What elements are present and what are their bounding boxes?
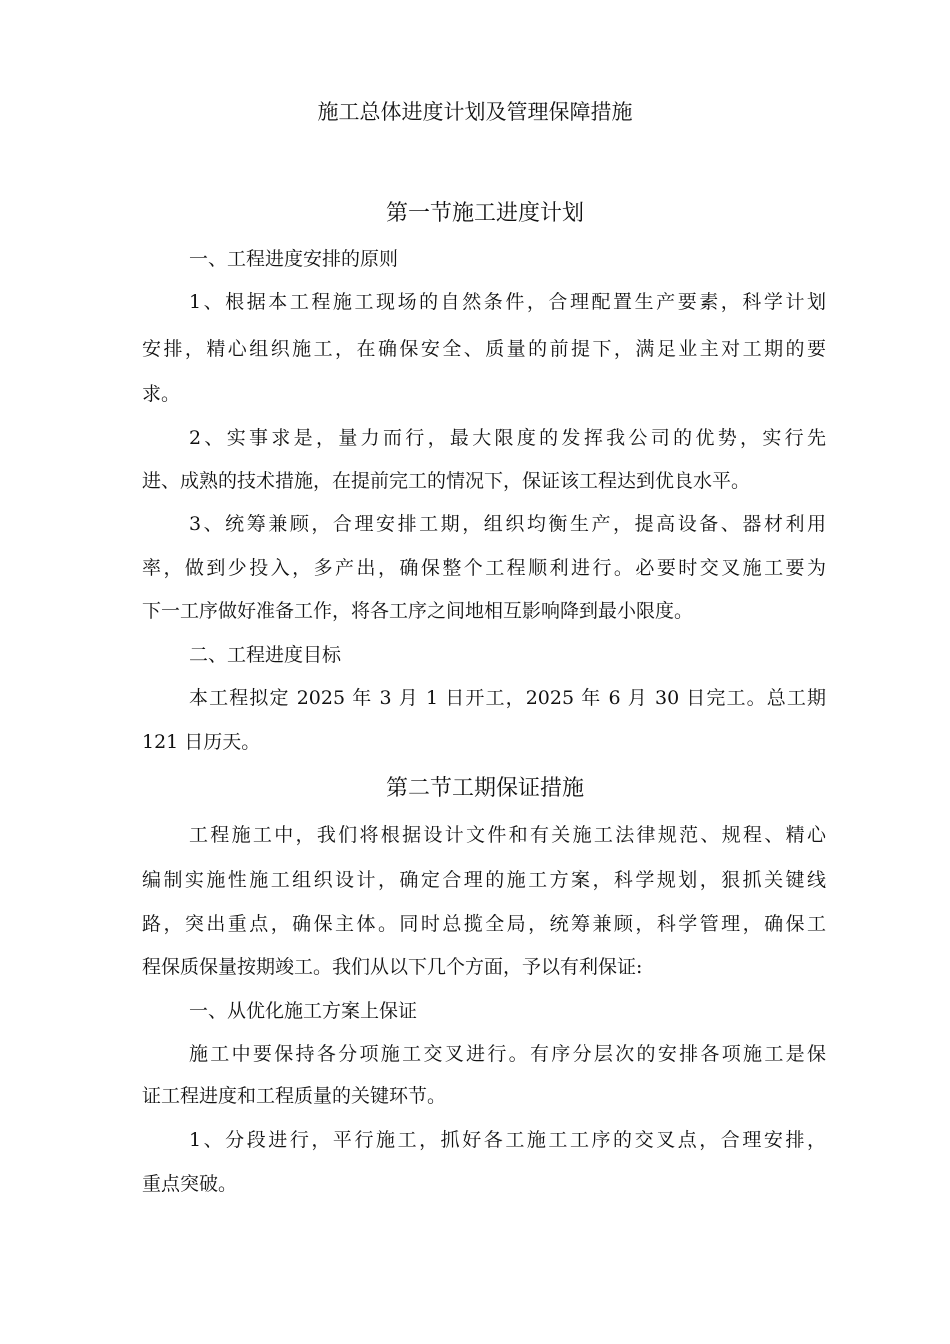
paragraph-line: 求。 <box>142 383 181 405</box>
paragraph-line: 率，做到少投入，多产出，确保整个工程顺利进行。必要时交叉施工要为 <box>142 557 826 579</box>
paragraph-line: 1、根据本工程施工现场的自然条件，合理配置生产要素，科学计划 <box>189 291 826 313</box>
paragraph-line: 本工程拟定 2025 年 3 月 1 日开工，2025 年 6 月 30 日完工。总工期 <box>189 687 826 709</box>
paragraph-line: 3、统筹兼顾，合理安排工期，组织均衡生产，提高设备、器材利用 <box>189 513 826 535</box>
section-heading-1: 第一节施工进度计划 <box>385 201 584 226</box>
paragraph-line: 程保质保量按期竣工。我们从以下几个方面，予以有利保证: <box>142 956 643 978</box>
subsection-heading: 二、工程进度目标 <box>189 644 342 666</box>
paragraph-line: 121 日历天。 <box>142 731 261 753</box>
paragraph-line: 编制实施性施工组织设计，确定合理的施工方案，科学规划，狠抓关键线 <box>142 869 826 891</box>
subsection-heading: 一、工程进度安排的原则 <box>189 248 399 270</box>
section-heading-2: 第二节工期保证措施 <box>385 776 584 801</box>
paragraph-line: 2、实事求是，量力而行，最大限度的发挥我公司的优势，实行先 <box>189 427 826 449</box>
paragraph-line: 证工程进度和工程质量的关键环节。 <box>142 1085 447 1107</box>
subsection-heading: 一、从优化施工方案上保证 <box>189 1000 418 1022</box>
paragraph-line: 施工中要保持各分项施工交叉进行。有序分层次的安排各项施工是保 <box>189 1043 826 1065</box>
paragraph-line: 路，突出重点，确保主体。同时总揽全局，统筹兼顾，科学管理，确保工 <box>142 913 826 935</box>
document-title: 施工总体进度计划及管理保障措施 <box>317 100 633 124</box>
paragraph-line: 下一工序做好准备工作，将各工序之间地相互影响降到最小限度。 <box>142 600 694 622</box>
paragraph-line: 1、分段进行，平行施工，抓好各工施工工序的交叉点，合理安排， <box>189 1129 826 1151</box>
paragraph-line: 工程施工中，我们将根据设计文件和有关施工法律规范、规程、精心 <box>189 824 826 846</box>
paragraph-line: 安排，精心组织施工，在确保安全、质量的前提下，满足业主对工期的要 <box>142 338 826 360</box>
paragraph-line: 重点突破。 <box>142 1173 238 1195</box>
paragraph-line: 进、成熟的技术措施，在提前完工的情况下，保证该工程达到优良水平。 <box>142 470 751 492</box>
